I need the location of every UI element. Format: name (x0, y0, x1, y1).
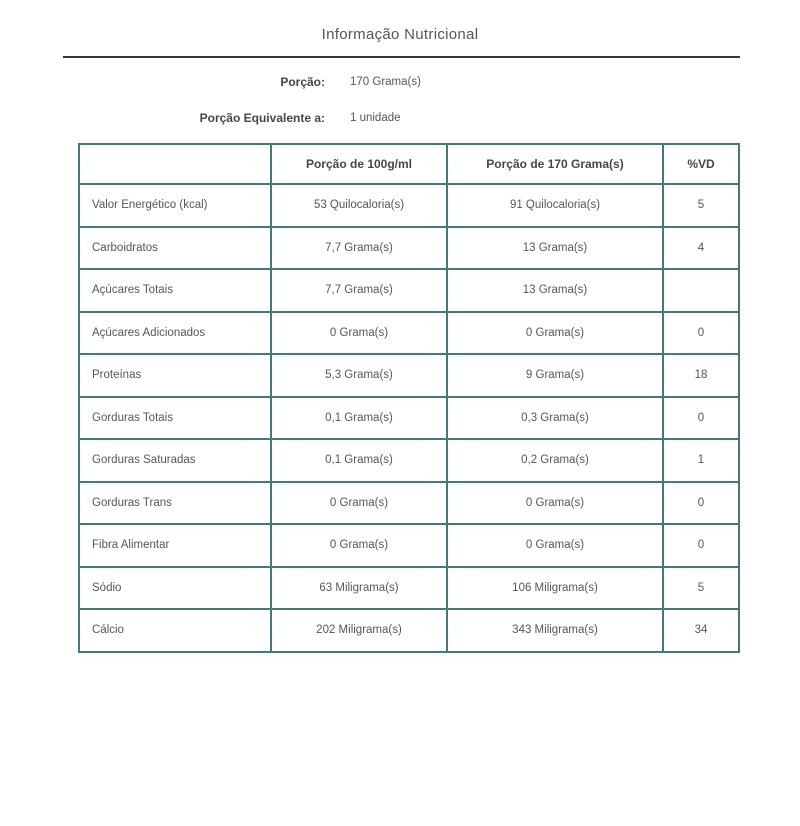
nutrient-name-cell: Açúcares Totais (79, 269, 271, 312)
per-100-cell: 7,7 Grama(s) (271, 269, 447, 312)
header-nutrient-cell (79, 144, 271, 184)
vd-cell: 5 (663, 567, 739, 610)
table-header-row (79, 144, 739, 184)
vd-cell: 0 (663, 524, 739, 567)
nutrition-label-page (0, 26, 800, 826)
per-serving-cell: 0 Grama(s) (447, 482, 663, 525)
per-serving-cell: 9 Grama(s) (447, 354, 663, 397)
per-100-cell: 5,3 Grama(s) (271, 354, 447, 397)
serving-portion-value: 170 Grama(s) (350, 76, 421, 88)
header-vd-cell: %VD (663, 144, 739, 184)
serving-portion-row (0, 64, 800, 100)
nutrient-name-cell: Proteínas (79, 354, 271, 397)
nutrition-table (78, 143, 740, 653)
per-serving-cell: 343 Miligrama(s) (447, 609, 663, 652)
table-row (79, 354, 739, 397)
per-serving-cell: 0 Grama(s) (447, 312, 663, 355)
vd-cell: 0 (663, 312, 739, 355)
per-100-cell: 0,1 Grama(s) (271, 397, 447, 440)
vd-cell: 0 (663, 482, 739, 525)
header-per-serving-cell: Porção de 170 Grama(s) (447, 144, 663, 184)
table-row (79, 397, 739, 440)
nutrient-name-cell: Gorduras Totais (79, 397, 271, 440)
nutrient-name-cell: Gorduras Trans (79, 482, 271, 525)
table-row (79, 269, 739, 312)
serving-equivalent-row (0, 100, 800, 136)
per-100-cell: 63 Miligrama(s) (271, 567, 447, 610)
vd-cell (663, 269, 739, 312)
per-100-cell: 7,7 Grama(s) (271, 227, 447, 270)
per-serving-cell: 106 Miligrama(s) (447, 567, 663, 610)
per-100-cell: 0 Grama(s) (271, 524, 447, 567)
nutrient-name-cell: Fibra Alimentar (79, 524, 271, 567)
nutrient-name-cell: Cálcio (79, 609, 271, 652)
vd-cell: 34 (663, 609, 739, 652)
vd-cell: 4 (663, 227, 739, 270)
serving-equivalent-label: Porção Equivalente a: (199, 111, 325, 125)
per-serving-cell: 13 Grama(s) (447, 227, 663, 270)
table-row (79, 524, 739, 567)
serving-info (0, 64, 800, 136)
per-serving-cell: 0 Grama(s) (447, 524, 663, 567)
nutrient-name-cell: Sódio (79, 567, 271, 610)
vd-cell: 0 (663, 397, 739, 440)
nutrient-name-cell: Açúcares Adicionados (79, 312, 271, 355)
per-100-cell: 53 Quilocaloria(s) (271, 184, 447, 227)
nutrient-name-cell: Valor Energético (kcal) (79, 184, 271, 227)
nutrient-name-cell: Carboidratos (79, 227, 271, 270)
table-row (79, 609, 739, 652)
table-row (79, 567, 739, 610)
table-row (79, 184, 739, 227)
vd-cell: 1 (663, 439, 739, 482)
per-100-cell: 0 Grama(s) (271, 482, 447, 525)
vd-cell: 18 (663, 354, 739, 397)
per-serving-cell: 13 Grama(s) (447, 269, 663, 312)
table-row (79, 227, 739, 270)
table-row (79, 482, 739, 525)
per-100-cell: 0 Grama(s) (271, 312, 447, 355)
vd-cell: 5 (663, 184, 739, 227)
per-100-cell: 0,1 Grama(s) (271, 439, 447, 482)
table-body (79, 184, 739, 652)
table-row (79, 312, 739, 355)
serving-equivalent-value: 1 unidade (350, 112, 401, 124)
title-divider (63, 56, 740, 58)
serving-portion-label: Porção: (280, 75, 325, 89)
header-per-100-cell: Porção de 100g/ml (271, 144, 447, 184)
per-serving-cell: 91 Quilocaloria(s) (447, 184, 663, 227)
table-row (79, 439, 739, 482)
per-serving-cell: 0,3 Grama(s) (447, 397, 663, 440)
page-title: Informação Nutricional (321, 26, 479, 43)
per-serving-cell: 0,2 Grama(s) (447, 439, 663, 482)
nutrient-name-cell: Gorduras Saturadas (79, 439, 271, 482)
per-100-cell: 202 Miligrama(s) (271, 609, 447, 652)
